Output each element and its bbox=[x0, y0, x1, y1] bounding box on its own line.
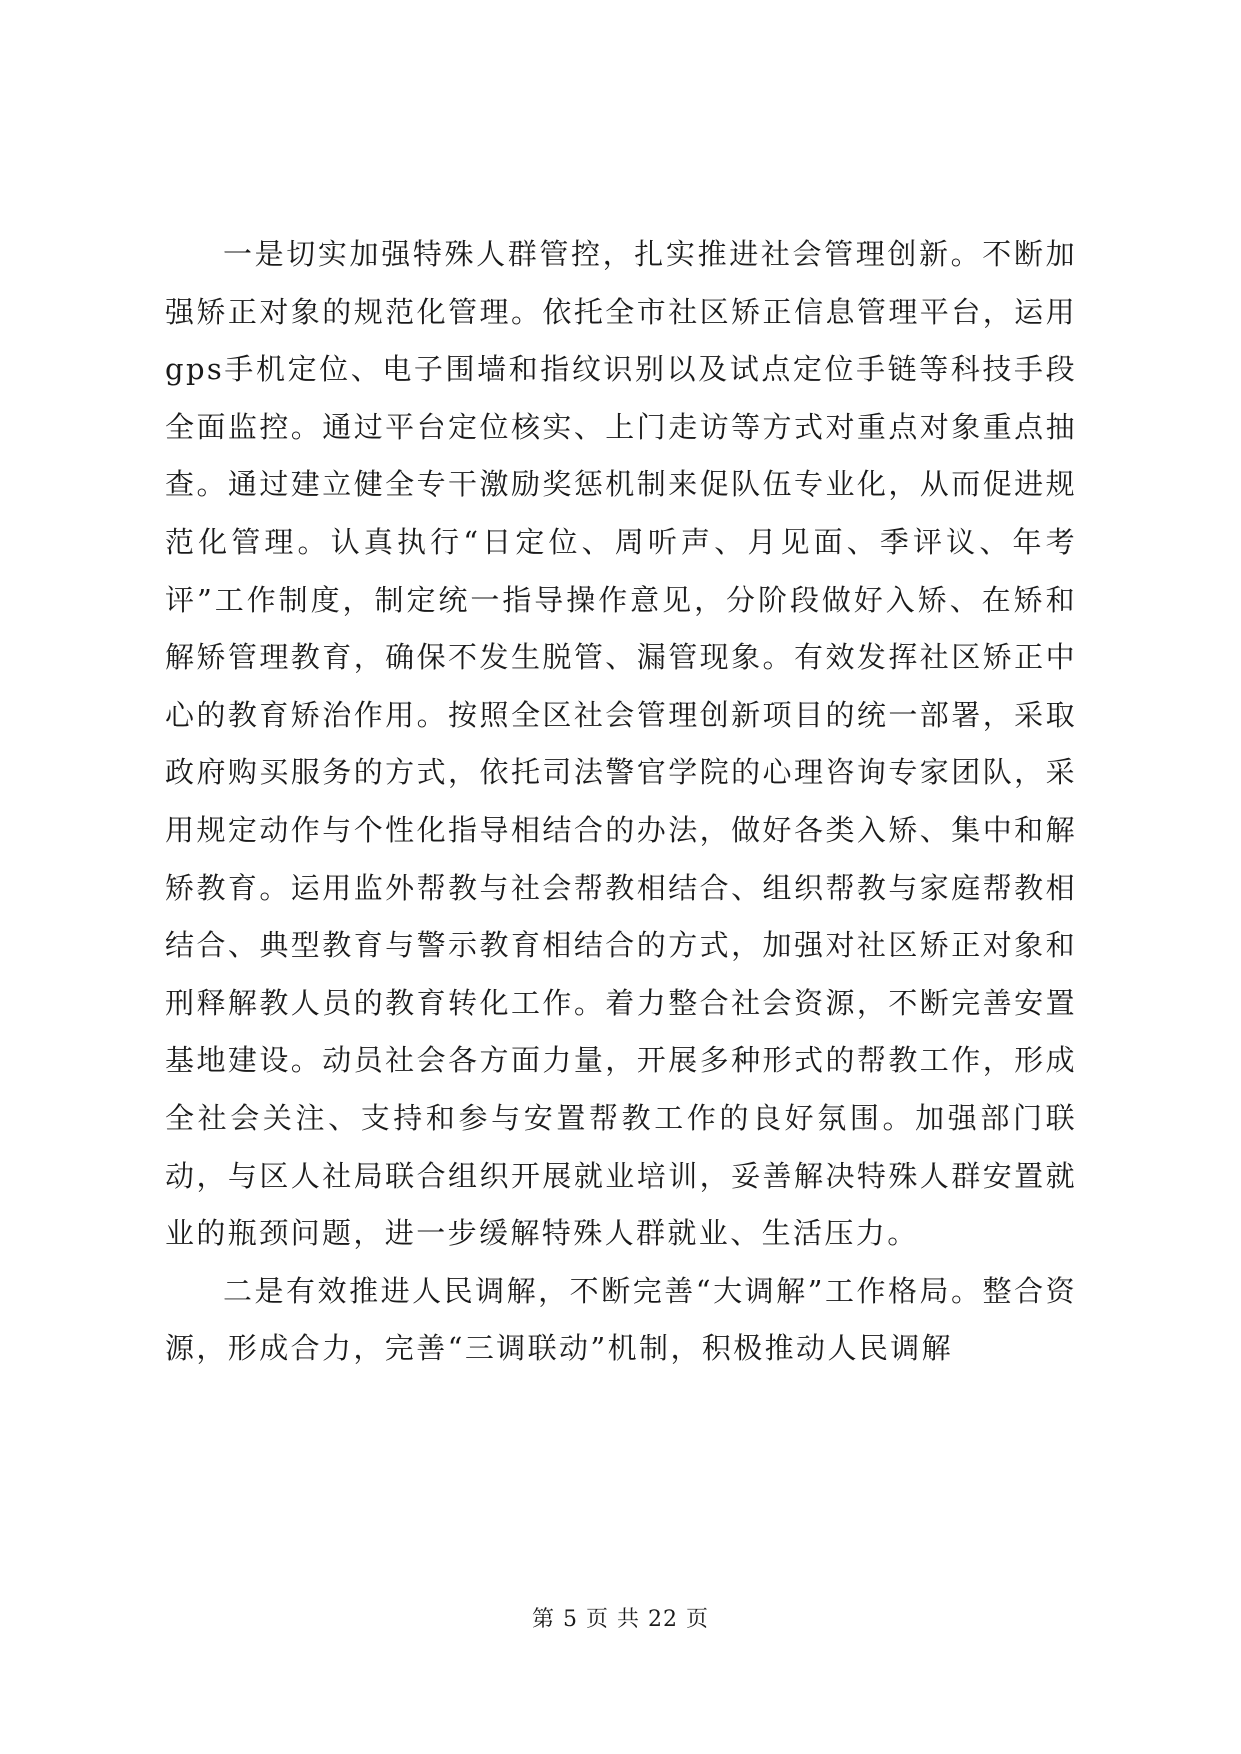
document-body bbox=[165, 226, 1077, 1378]
paragraph-2: 二是有效推进人民调解，不断完善“大调解”工作格局。整合资源，形成合力，完善“三调联动”机制，积极推动人民调解 bbox=[165, 1273, 1077, 1366]
page-number-footer: 第 5 页 共 22 页 bbox=[532, 1607, 709, 1632]
paragraph-1: 一是切实加强特殊人群管控，扎实推进社会管理创新。不断加强矫正对象的规范化管理。依托全市社区矫正信息管理平台，运用gps手机定位、电子围墙和指纹识别以及试点定位手链等科技手段全面监控。通过平台定位核实、上门走访等方式对重点对象重点抽查。通过建立健全专干激励奖惩机制来促队伍专业化，从而促进规范化管理。认真执行“日定位、周听声、月见面、季评议、年考评”工作制度，制定统一指导操作意见，分阶段做好入矫、在矫和解矫管理教育，确保不发生脱管、漏管现象。有效发挥社区矫正中心的教育矫治作用。按照全区社会管理创新项目的统一部署，采取政府购买服务的方式，依托司法警官学院的心理咨询专家团队，采用规定动作与个性化指导相结合的办法，做好各类入矫、集中和解矫教育。运用监外帮教与社会帮教相结合、组织帮教与家庭帮教相结合、典型教育与警示教育相结合的方式，加强对社区矫正对象和刑释解教人员的教育转化工作。着力整合社会资源，不断完善安置基地建设。动员社会各方面力量，开展多种形式的帮教工作，形成全社会关注、支持和参与安置帮教工作的良好氛围。加强部门联动，与区人社局联合组织开展就业培训，妥善解决特殊人群安置就业的瓶颈问题，进一步缓解特殊人群就业、生活压力。 bbox=[165, 237, 1077, 1251]
